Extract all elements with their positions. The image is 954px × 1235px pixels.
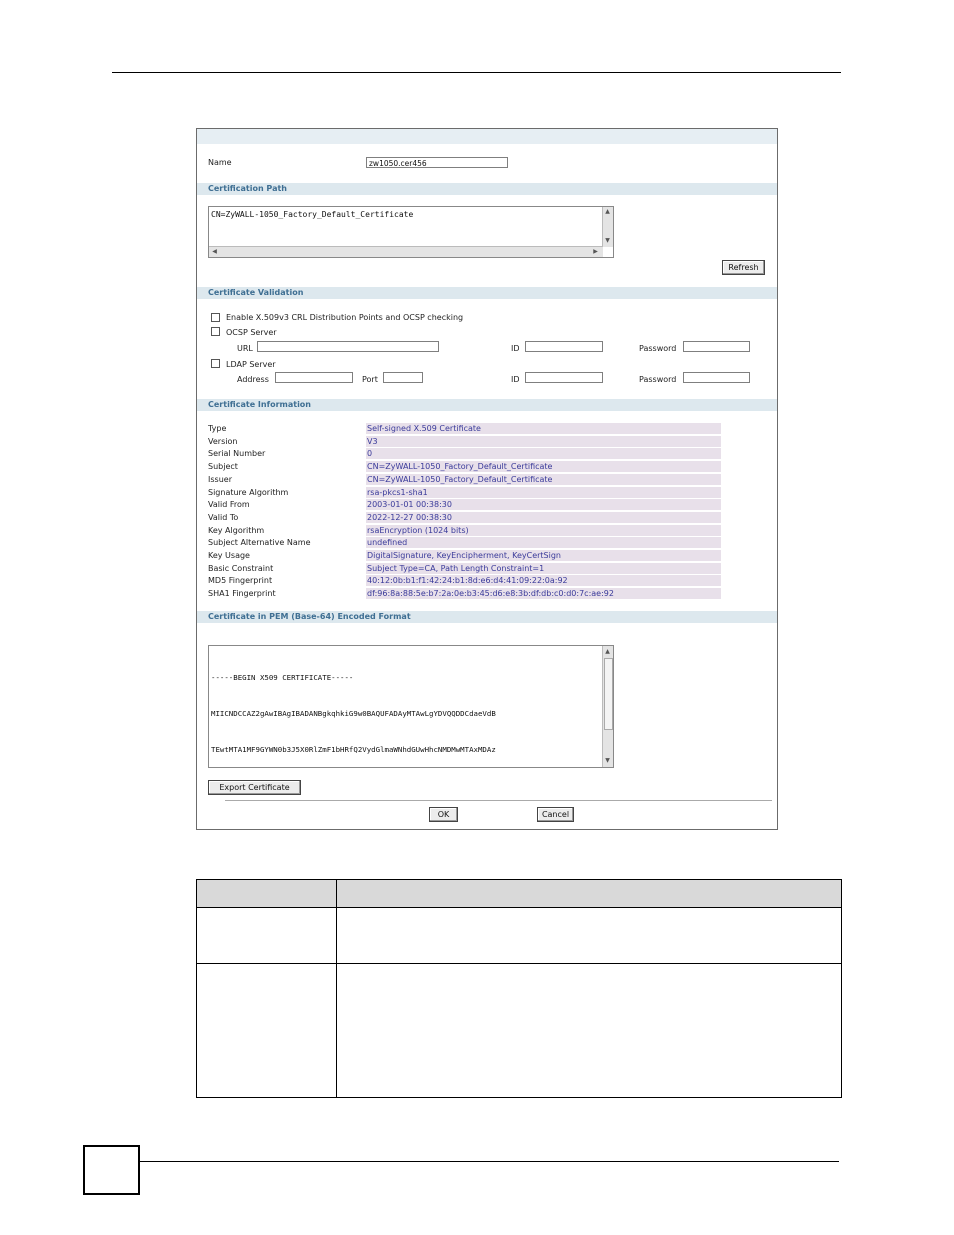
pem-textarea[interactable]	[208, 645, 614, 768]
ocsp-server-label: OCSP Server	[226, 328, 277, 337]
info-key: Basic Constraint	[208, 563, 274, 573]
info-row-subject-alternative-name	[208, 537, 721, 548]
section-title: Certificate Information	[208, 400, 311, 409]
ldap-password-input[interactable]	[683, 372, 750, 383]
info-row-key-algorithm	[208, 525, 721, 536]
info-key: SHA1 Fingerprint	[208, 589, 276, 599]
info-value: 2022-12-27 00:38:30	[366, 512, 721, 523]
certification-path-text: CN=ZyWALL-1050_Factory_Default_Certificate	[211, 210, 414, 219]
info-row-sha1-fingerprint	[208, 588, 721, 599]
ldap-id-label: ID	[511, 375, 520, 384]
scroll-right-icon[interactable]: ▶	[593, 248, 598, 255]
pem-line: MIICNDCCAZ2gAwIBAgIBADANBgkqhkiG9w0BAQUFADAyMTAwLgYDVQQDDCdaeVdB	[211, 709, 496, 718]
info-key: Serial Number	[208, 449, 266, 459]
ocsp-server-checkbox[interactable]	[211, 327, 220, 336]
table-cell	[197, 964, 337, 1098]
ocsp-password-input[interactable]	[683, 341, 750, 352]
info-key: Subject	[208, 462, 238, 472]
page-number-box	[83, 1145, 140, 1195]
info-value: rsa-pkcs1-sha1	[366, 487, 721, 498]
ocsp-url-label: URL	[237, 344, 253, 353]
info-key: Signature Algorithm	[208, 487, 289, 497]
ldap-port-label: Port	[362, 375, 378, 384]
section-certificate-pem	[197, 611, 777, 623]
info-row-issuer	[208, 474, 721, 485]
info-key: Valid To	[208, 512, 239, 522]
info-value: DigitalSignature, KeyEncipherment, KeyCertSign	[366, 550, 721, 561]
section-title: Certification Path	[208, 184, 287, 193]
info-value: 0	[366, 448, 721, 459]
info-key: Issuer	[208, 474, 232, 484]
ocsp-url-input[interactable]	[257, 341, 439, 352]
info-key: Key Usage	[208, 551, 250, 560]
ldap-port-input[interactable]	[383, 372, 423, 383]
ldap-address-input[interactable]	[275, 372, 353, 383]
scroll-down-icon[interactable]: ▼	[605, 237, 610, 244]
pem-line: TEwtMTA1MF9GYWN0b3J5X0RlZmF1bHRfQ2VydGlmaWNhdGUwHhcNMDMwMTAxMDAz	[211, 745, 496, 754]
info-row-subject	[208, 461, 721, 472]
certificate-edit-screen	[196, 128, 778, 830]
ldap-server-label: LDAP Server	[226, 360, 276, 369]
cancel-button[interactable]: Cancel	[537, 807, 574, 822]
ldap-id-input[interactable]	[525, 372, 603, 383]
info-value: undefined	[366, 537, 721, 548]
info-row-serial-number	[208, 448, 721, 459]
enable-crl-label: Enable X.509v3 CRL Distribution Points and OCSP checking	[226, 313, 464, 322]
info-key: MD5 Fingerprint	[208, 576, 273, 586]
footer-divider	[225, 800, 772, 801]
info-value: CN=ZyWALL-1050_Factory_Default_Certificate	[366, 474, 721, 485]
name-label: Name	[208, 158, 232, 167]
section-title: Certificate Validation	[208, 288, 304, 297]
export-certificate-button[interactable]: Export Certificate	[208, 780, 301, 795]
scroll-thumb[interactable]	[604, 658, 613, 730]
info-row-basic-constraint	[208, 563, 721, 574]
table-row	[197, 964, 842, 1098]
table-row	[197, 908, 842, 964]
footer-rule	[140, 1161, 839, 1162]
screen-title-band	[197, 129, 777, 144]
name-field[interactable]: zw1050.cer456	[366, 157, 508, 168]
info-value: df:96:8a:88:5e:b7:2a:0e:b3:45:d6:e8:3b:df:db:c0:d0:7c:ae:92	[366, 588, 721, 599]
section-certificate-validation	[197, 287, 777, 299]
info-value: 40:12:0b:b1:f1:42:24:b1:8d:e6:d4:41:09:22:0a:92	[366, 575, 721, 586]
path-vertical-scrollbar[interactable]	[602, 207, 613, 247]
info-row-key-usage	[208, 550, 721, 561]
scroll-down-icon[interactable]: ▼	[605, 757, 610, 764]
info-row-md5-fingerprint	[208, 575, 721, 586]
header-rule	[112, 72, 841, 73]
table-header-cell	[337, 880, 842, 908]
info-value: V3	[366, 436, 721, 447]
pem-vertical-scrollbar[interactable]	[602, 646, 613, 767]
info-key: Subject Alternative Name	[208, 538, 311, 548]
info-row-signature-algorithm	[208, 487, 721, 498]
section-certificate-information	[197, 399, 777, 411]
ocsp-id-input[interactable]	[525, 341, 603, 352]
info-value: CN=ZyWALL-1050_Factory_Default_Certificate	[366, 461, 721, 472]
table-cell	[197, 908, 337, 964]
ok-button[interactable]: OK	[429, 807, 458, 822]
field-description-table	[196, 879, 842, 1098]
scroll-up-icon[interactable]: ▲	[605, 648, 610, 655]
info-row-type	[208, 423, 721, 434]
section-certification-path	[197, 183, 777, 195]
section-title: Certificate in PEM (Base-64) Encoded Format	[208, 612, 411, 621]
enable-crl-checkbox[interactable]	[211, 313, 220, 322]
table-header-cell	[197, 880, 337, 908]
info-row-version	[208, 436, 721, 447]
info-value: Subject Type=CA, Path Length Constraint=1	[366, 563, 721, 574]
table-cell	[337, 908, 842, 964]
table-cell	[337, 964, 842, 1098]
info-key: Valid From	[208, 500, 250, 510]
ocsp-password-label: Password	[639, 344, 677, 353]
info-key: Type	[208, 424, 227, 433]
ldap-server-checkbox[interactable]	[211, 359, 220, 368]
info-value: rsaEncryption (1024 bits)	[366, 525, 721, 536]
table-header-row	[197, 880, 842, 908]
path-horizontal-scrollbar[interactable]	[209, 246, 603, 257]
info-key: Version	[208, 436, 238, 446]
scroll-left-icon[interactable]: ◀	[212, 248, 217, 255]
info-row-valid-from	[208, 499, 721, 510]
info-key: Key Algorithm	[208, 525, 265, 535]
refresh-button[interactable]: Refresh	[722, 260, 765, 275]
info-value: Self-signed X.509 Certificate	[366, 423, 721, 434]
ldap-address-label: Address	[237, 375, 269, 384]
info-value: 2003-01-01 00:38:30	[366, 499, 721, 510]
pem-line: -----BEGIN X509 CERTIFICATE-----	[211, 673, 354, 682]
scroll-up-icon[interactable]: ▲	[605, 208, 610, 215]
certification-path-box[interactable]	[208, 206, 614, 258]
ldap-password-label: Password	[639, 375, 677, 384]
info-row-valid-to	[208, 512, 721, 523]
ocsp-id-label: ID	[511, 344, 520, 353]
